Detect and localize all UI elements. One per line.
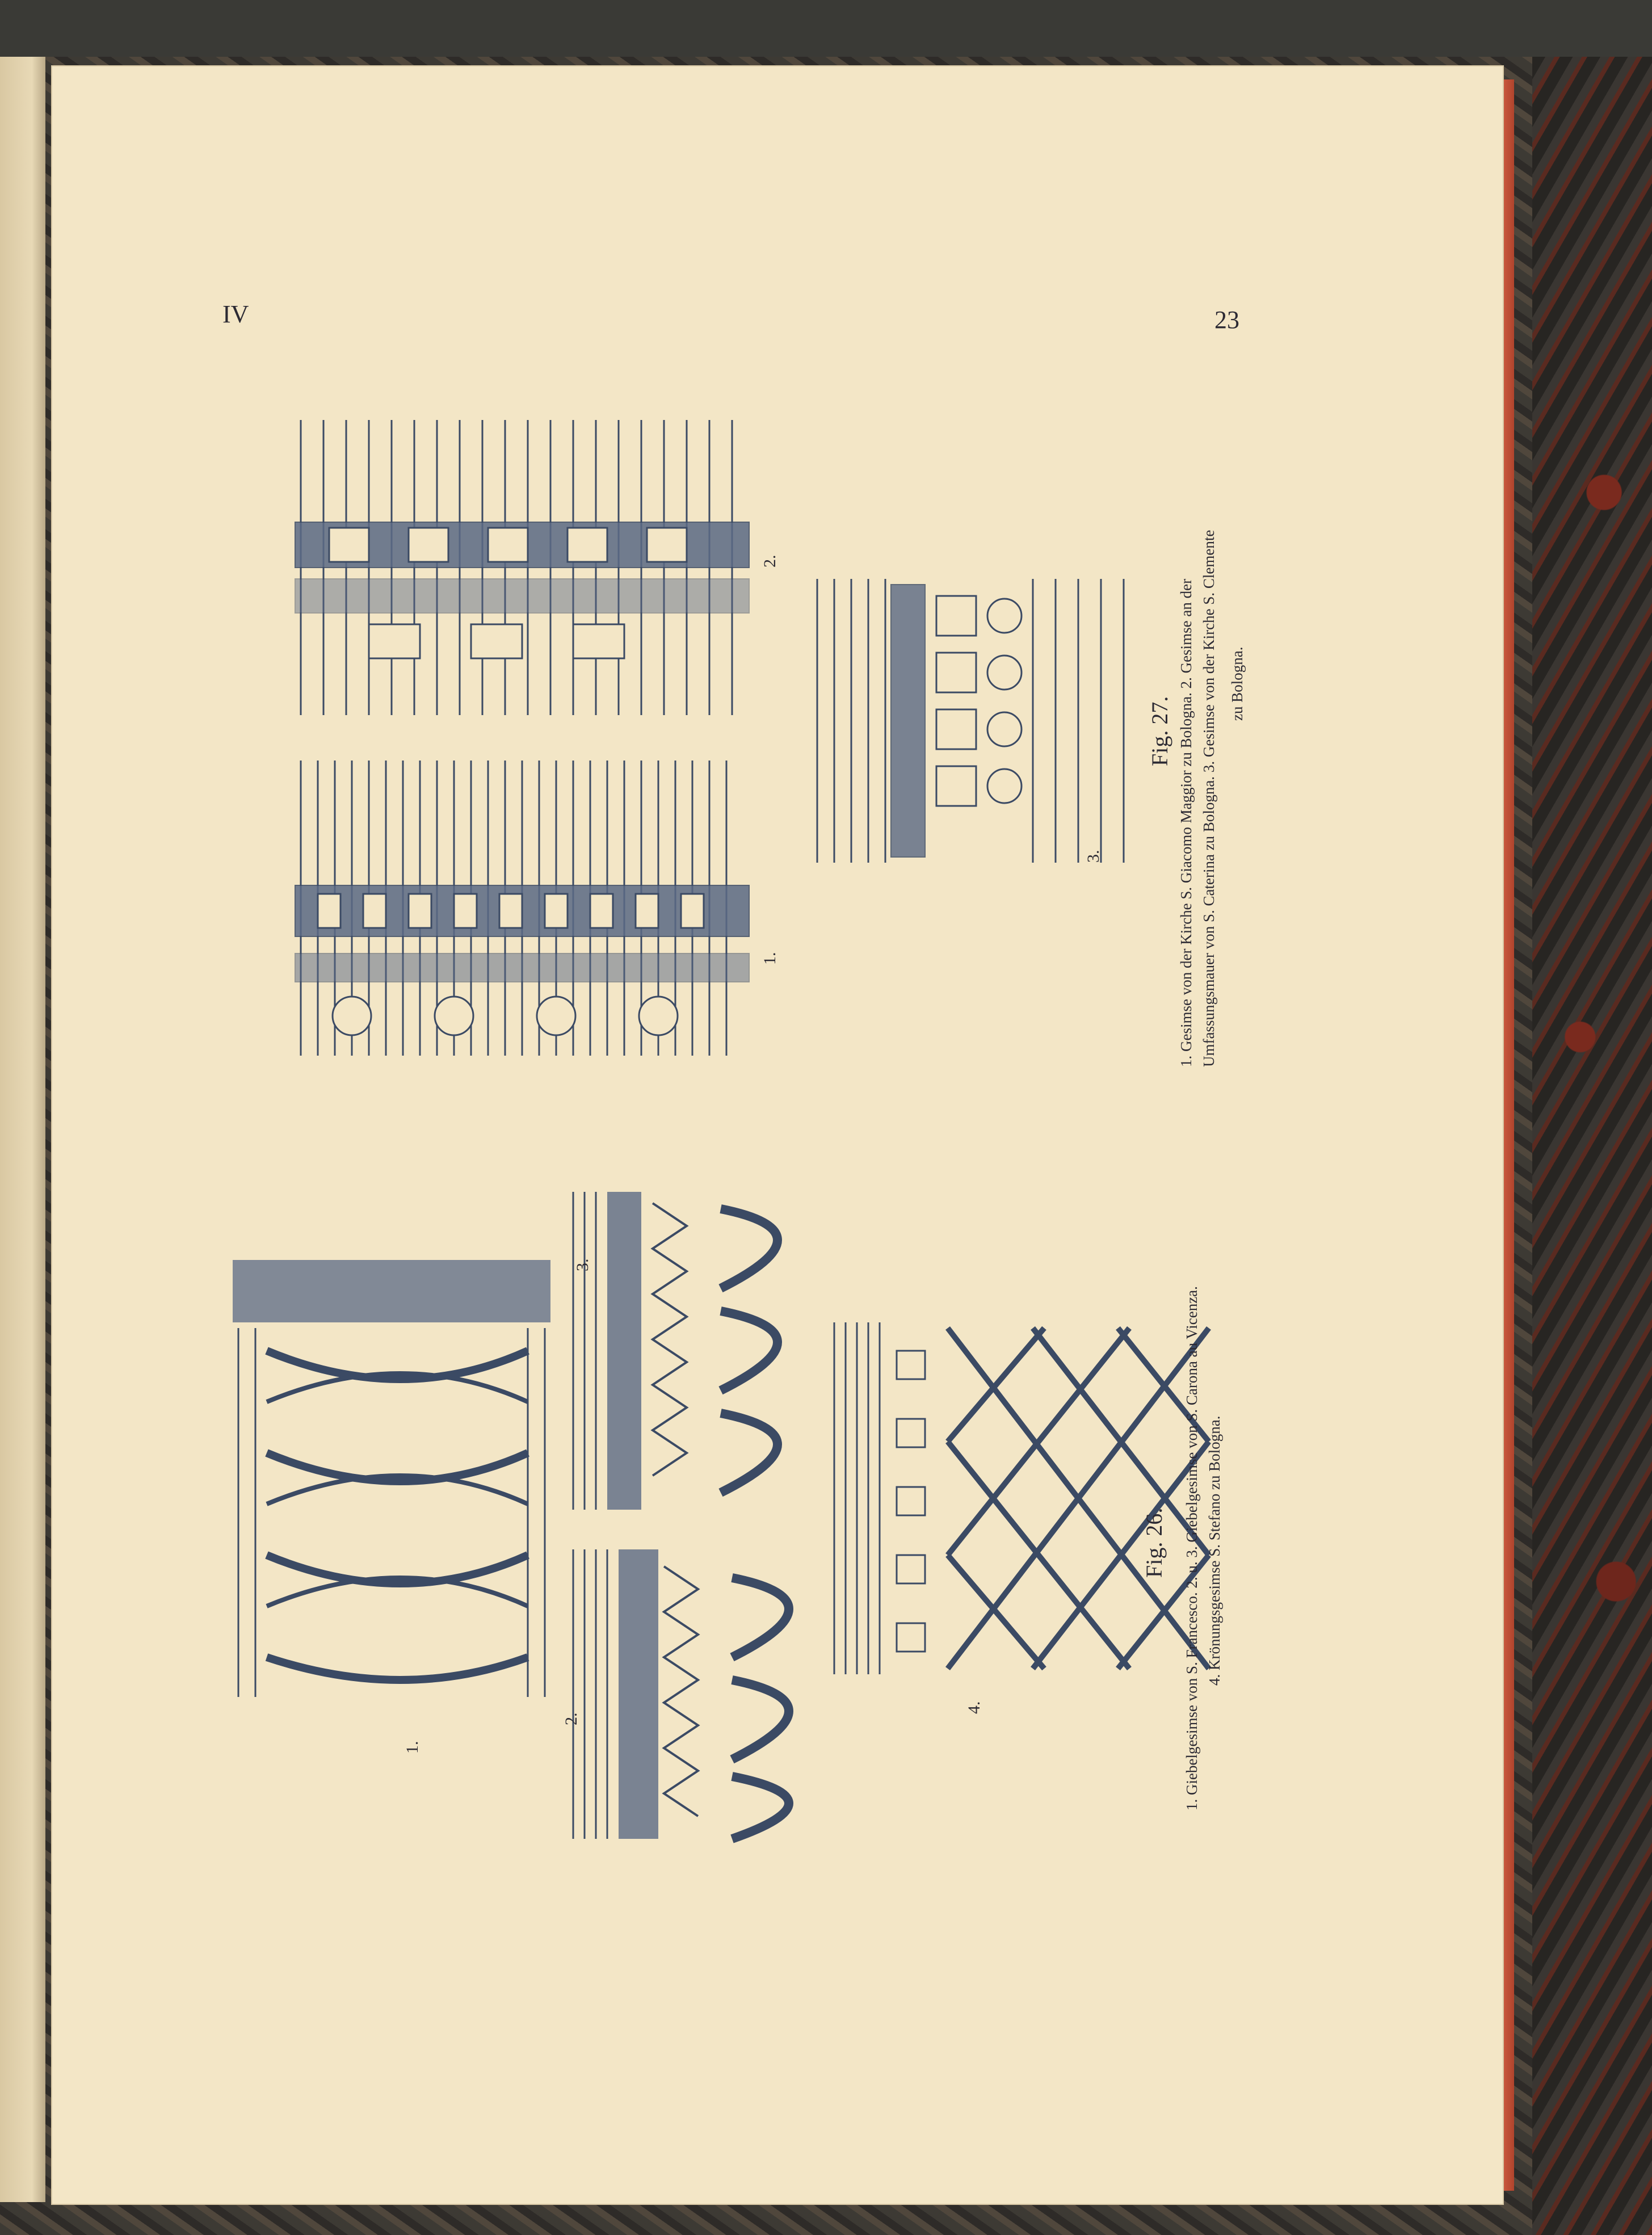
fig27-label-3: 3. — [1084, 850, 1103, 863]
fig27-caption-line2: Umfassungsmauer von S. Caterina zu Bologna. 3. Gesimse von der Kirche S. Clemente — [1200, 530, 1217, 1067]
fig27-title: Fig. 27. — [1147, 696, 1172, 766]
fig26-label-4: 4. — [965, 1701, 983, 1714]
fig27-illustration-3 — [806, 568, 1158, 874]
fig26-label-1: 1. — [403, 1741, 422, 1754]
fig26-illustration-1 — [233, 1260, 550, 1703]
marbled-cover-edge — [1532, 57, 1652, 2235]
fig26-caption-line2: 4. Krönungsgesimse S. Stefano zu Bologna. — [1206, 1415, 1223, 1686]
fig26-label-3: 3. — [573, 1258, 592, 1271]
fig27-caption-line1: 1. Gesimse von der Kirche S. Giacomo Maggior zu Bologna. 2. Gesimse an der — [1178, 578, 1195, 1067]
facing-page-edge — [0, 57, 45, 2202]
fig27-label-2: 2. — [760, 554, 779, 568]
fig27-illustration-1 — [284, 749, 755, 1067]
fig26-title: Fig. 26. — [1141, 1507, 1167, 1578]
page-red-edge — [1504, 79, 1514, 2191]
fig27-illustration-2 — [284, 409, 755, 726]
fig27-label-1: 1. — [760, 952, 779, 965]
fig27-caption-line3: zu Bologna. — [1229, 646, 1246, 721]
book-page — [51, 65, 1504, 2205]
plate-number: IV — [222, 300, 249, 328]
fig26-label-2: 2. — [562, 1712, 581, 1725]
page-number: 23 — [1214, 306, 1239, 334]
fig26-caption-line1: 1. Giebelgesimse von S. Francesco. 2. u. 3. Giebelgesimse von S. Carona au Vicenza. — [1183, 1286, 1200, 1810]
fig26-illustration-4 — [823, 1317, 1220, 1680]
